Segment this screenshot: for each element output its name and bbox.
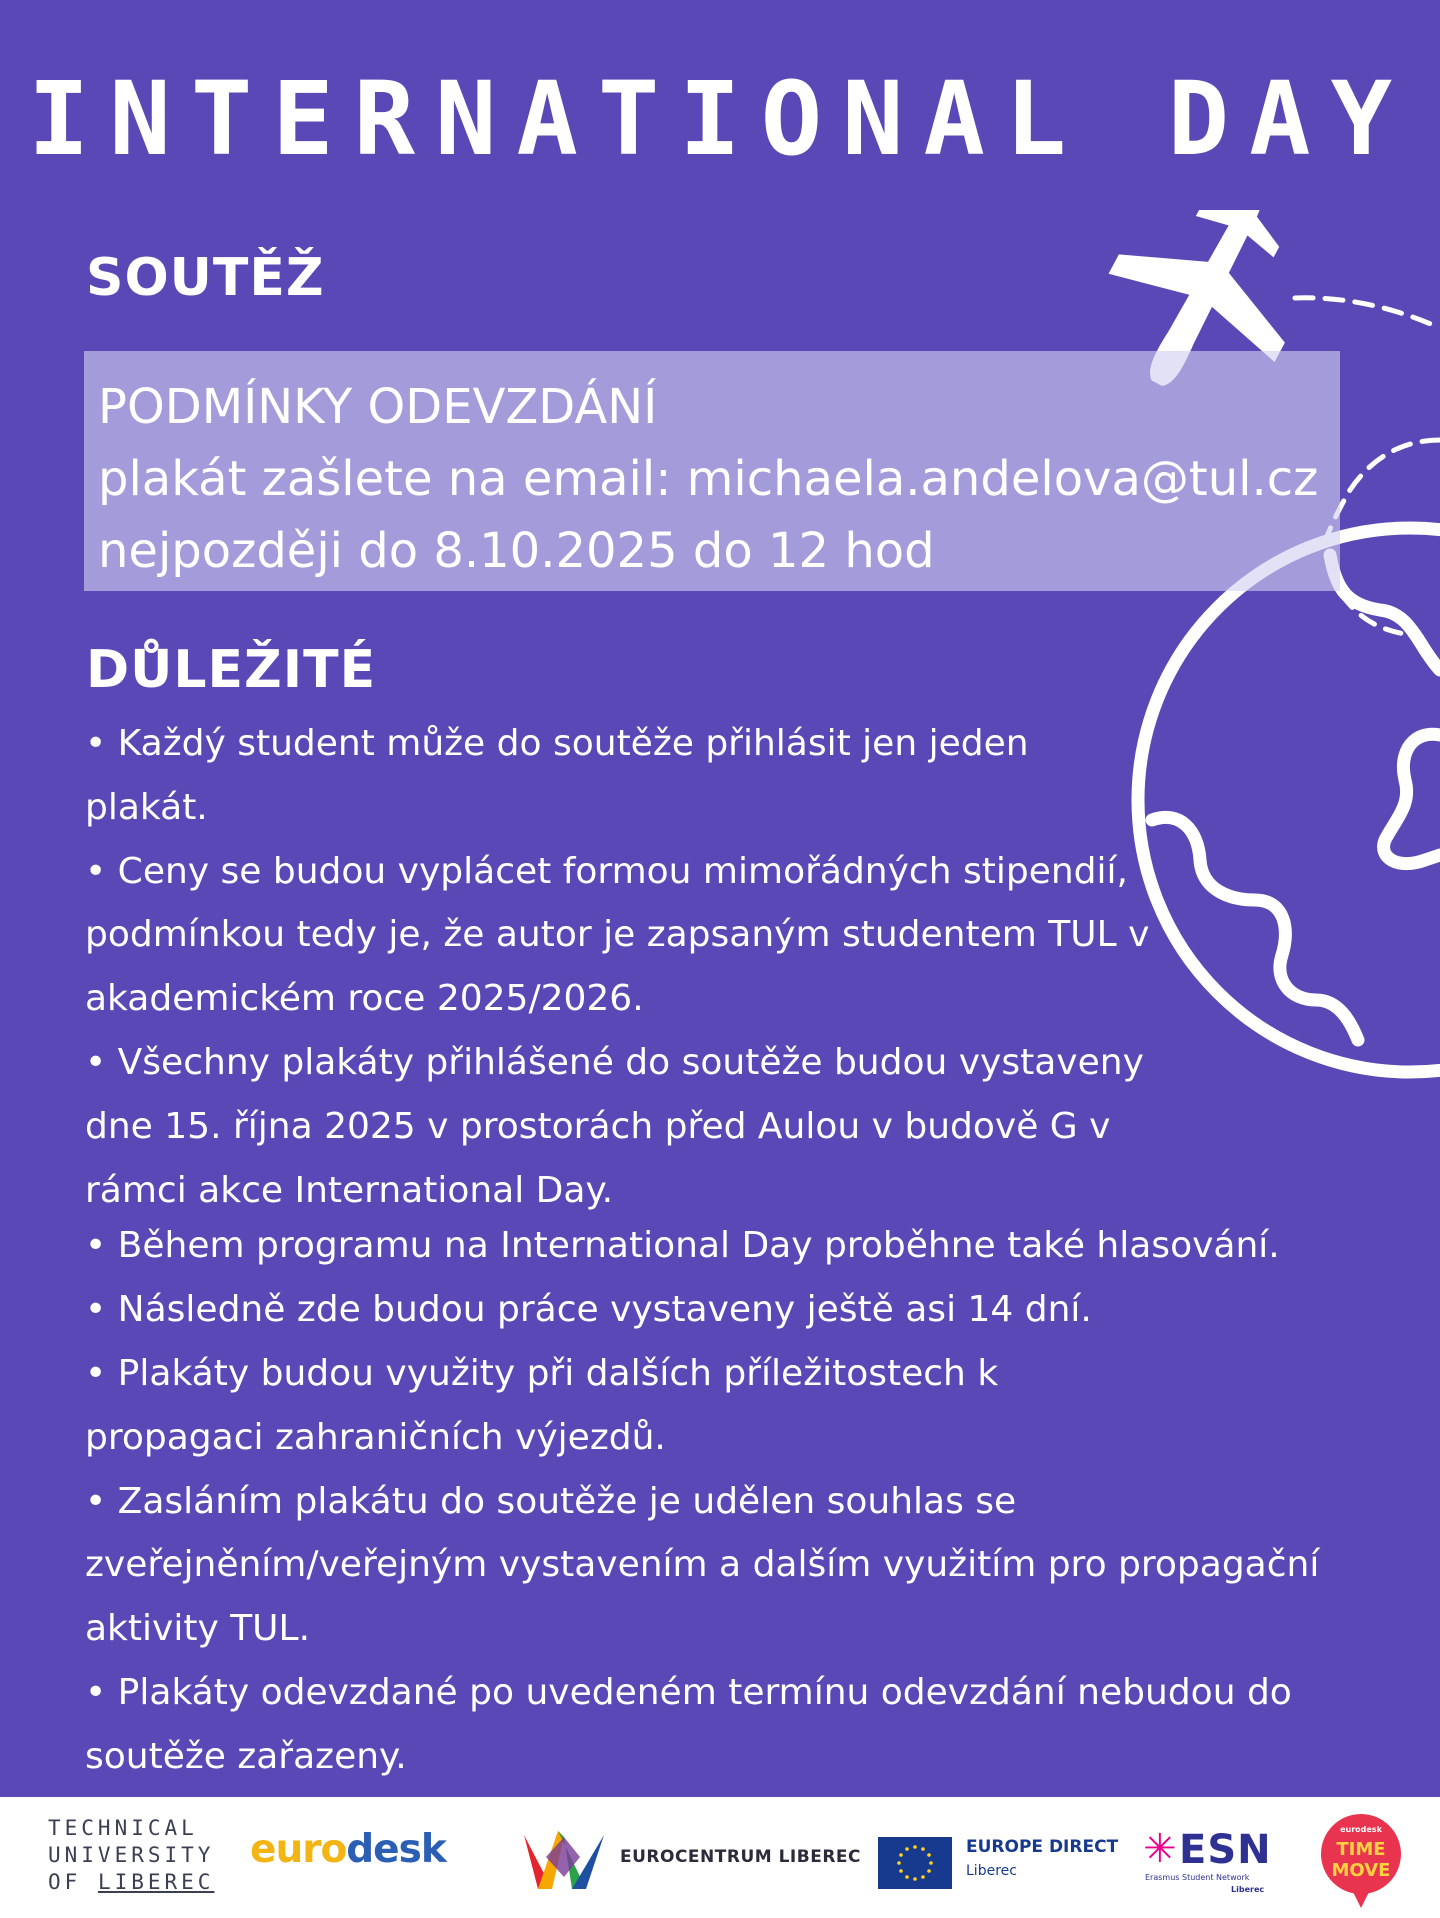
submission-conditions-box	[84, 351, 1340, 591]
time-to-move-line2: MOVE	[1331, 1860, 1391, 1881]
esn-logo	[1143, 1826, 1273, 1899]
tul-logo-line3	[48, 1869, 214, 1896]
tul-logo-liberec: LIBEREC	[97, 1870, 215, 1894]
list-item: • Následně zde budou práce vystaveny ještě asi 14 dní.	[85, 1289, 1092, 1331]
esn-star-icon: ✳	[1143, 1826, 1177, 1872]
europe-direct-logo	[878, 1837, 1128, 1893]
flight-path-upper	[1295, 298, 1440, 328]
eurodesk-logo-desk: desk	[346, 1827, 446, 1872]
tul-logo-line2: UNIVERSITY	[48, 1843, 215, 1867]
conditions-title: PODMÍNKY ODEVZDÁNÍ	[98, 379, 658, 435]
tul-logo-of: OF	[48, 1870, 98, 1894]
europe-direct-title: EUROPE DIRECT	[966, 1837, 1119, 1857]
eu-flag-icon	[878, 1837, 952, 1889]
esn-city: Liberec	[1231, 1885, 1265, 1894]
list-item: • Každý student může do soutěže přihlásit jen jeden plakát.	[85, 723, 1029, 828]
list-item: • Plakáty odevzdané po uvedeném termínu odevzdání nebudou do soutěže zařazeny.	[85, 1671, 1292, 1777]
tul-logo	[48, 1815, 214, 1896]
time-to-move-line1: TIME	[1336, 1839, 1386, 1860]
time-to-move-brand: eurodesk	[1340, 1825, 1382, 1834]
email-line: plakát zašlete na email: michaela.andelova@tul.cz	[98, 451, 1319, 507]
eurodesk-logo	[250, 1827, 446, 1872]
list-item: • Ceny se budou vyplácet formou mimořádných stipendií, podmínkou tedy je, že autor je zapsaným studentem TUL v akademickém roce 2025/2026.	[85, 850, 1150, 1020]
eurocentrum-mark-icon	[524, 1827, 604, 1889]
competition-heading: SOUTĚŽ	[86, 248, 325, 308]
poster-title: INTERNATIONAL DAY	[28, 60, 1412, 179]
rules-list	[85, 712, 1345, 1789]
list-item: • Plakáty budou využity při dalších příležitostech k propagaci zahraničních výjezdů.	[85, 1352, 999, 1458]
important-heading: DŮLEŽITÉ	[86, 640, 377, 700]
esn-name: ESN	[1179, 1827, 1272, 1873]
esn-subtitle: Erasmus Student Network	[1145, 1873, 1250, 1882]
europe-direct-city: Liberec	[966, 1863, 1017, 1879]
list-item: • Všechny plakáty přihlášené do soutěže budou vystaveny dne 15. října 2025 v prostorách před Aulou v budově G v rámci akce International Day.	[85, 1041, 1144, 1211]
eurocentrum-label: EUROCENTRUM LIBEREC	[620, 1847, 862, 1867]
time-to-move-logo	[1318, 1812, 1404, 1910]
list-item: • Zasláním plakátu do soutěže je udělen souhlas se zveřejněním/veřejným vystavením a dalším využitím pro propagační aktivity TUL.	[85, 1480, 1320, 1650]
partner-logos-bar	[0, 1797, 1440, 1918]
eurocentrum-logo	[524, 1827, 862, 1891]
tul-logo-line1: TECHNICAL	[48, 1816, 198, 1840]
deadline-line: nejpozději do 8.10.2025 do 12 hod	[98, 523, 935, 579]
list-item: • Během programu na International Day proběhne také hlasování.	[85, 1225, 1280, 1267]
eurodesk-logo-euro: euro	[250, 1827, 347, 1872]
